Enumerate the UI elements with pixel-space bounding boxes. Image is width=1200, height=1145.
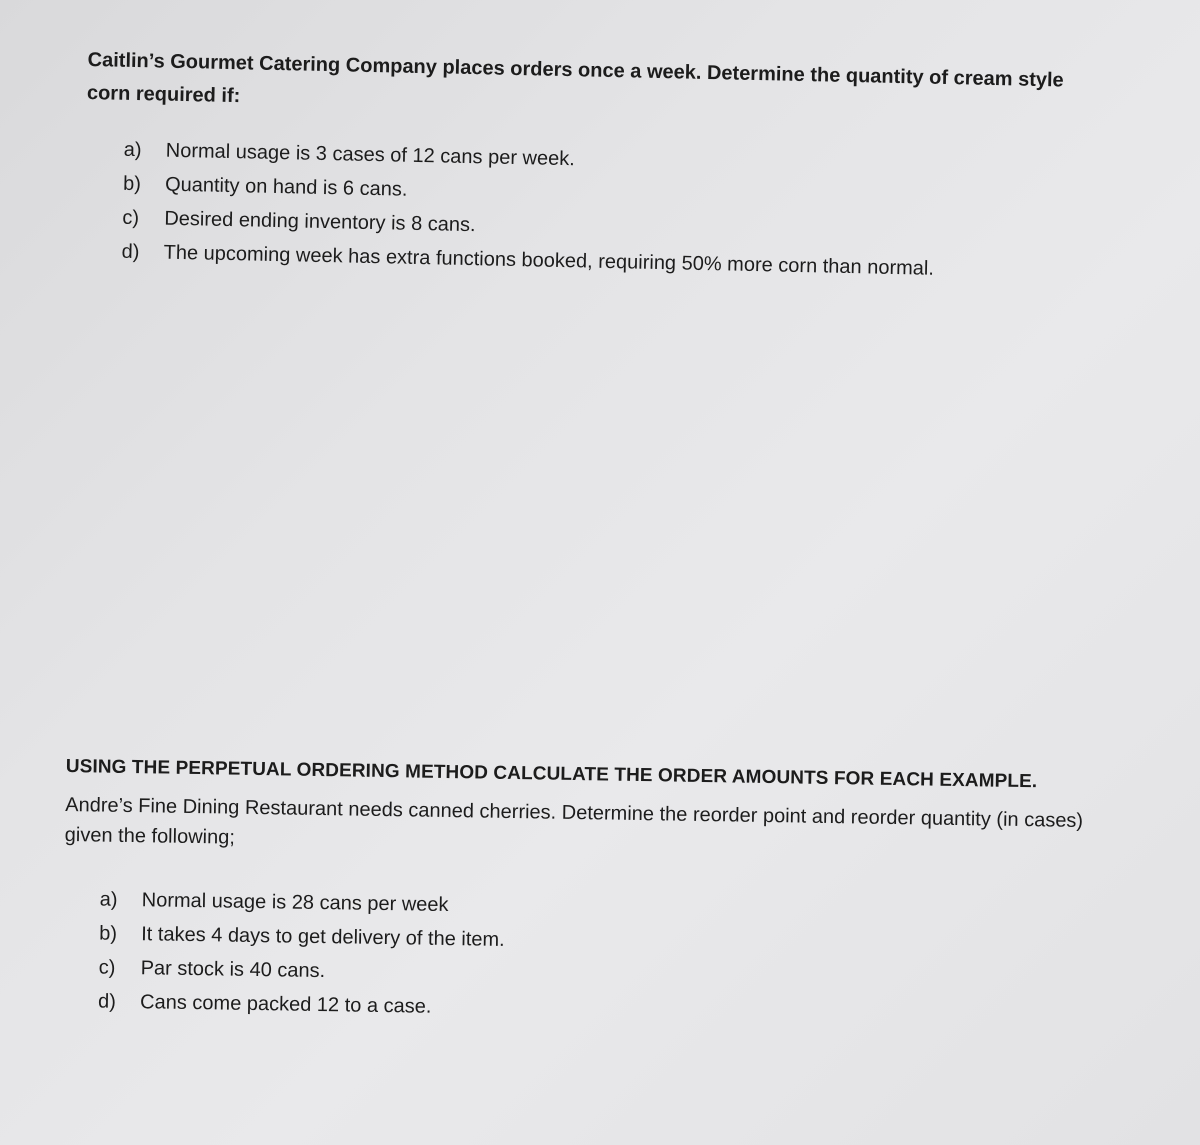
list-marker: d) bbox=[121, 240, 140, 263]
section-heading: USING THE PERPETUAL ORDERING METHOD CALCULATE THE ORDER AMOUNTS FOR EACH EXAMPLE. bbox=[65, 756, 1038, 793]
list-marker: c) bbox=[122, 206, 140, 229]
problem-2-list bbox=[98, 883, 1114, 1035]
list-item-text: Cans come packed 12 to a case. bbox=[139, 990, 432, 1018]
problem-2 bbox=[62, 756, 1116, 1034]
problem-1 bbox=[83, 44, 1097, 289]
list-marker: a) bbox=[123, 138, 142, 161]
list-marker: c) bbox=[98, 956, 116, 979]
list-item-text: The upcoming week has extra functions booked, requiring 50% more corn than normal. bbox=[163, 241, 935, 280]
problem-1-intro: Caitlin’s Gourmet Catering Company places orders once a week. Determine the quantity of cream style corn required if: bbox=[86, 48, 1064, 108]
list-item-text: It takes 4 days to get delivery of the item. bbox=[141, 922, 505, 951]
list-marker: d) bbox=[97, 990, 117, 1013]
list-item-text: Desired ending inventory is 8 cans. bbox=[164, 207, 476, 236]
problem-1-list bbox=[121, 133, 1096, 289]
list-item-text: Normal usage is 3 cases of 12 cans per week. bbox=[165, 139, 576, 170]
list-marker: b) bbox=[99, 922, 118, 945]
list-item-text: Quantity on hand is 6 cans. bbox=[164, 173, 408, 201]
list-marker: a) bbox=[99, 888, 118, 911]
list-marker: b) bbox=[122, 172, 142, 195]
problem-2-intro: Andre’s Fine Dining Restaurant needs canned cherries. Determine the reorder point and reorder quantity (in cases) given the following; bbox=[64, 793, 1084, 849]
list-item-text: Normal usage is 28 cans per week bbox=[141, 888, 449, 916]
list-item-text: Par stock is 40 cans. bbox=[140, 956, 326, 982]
